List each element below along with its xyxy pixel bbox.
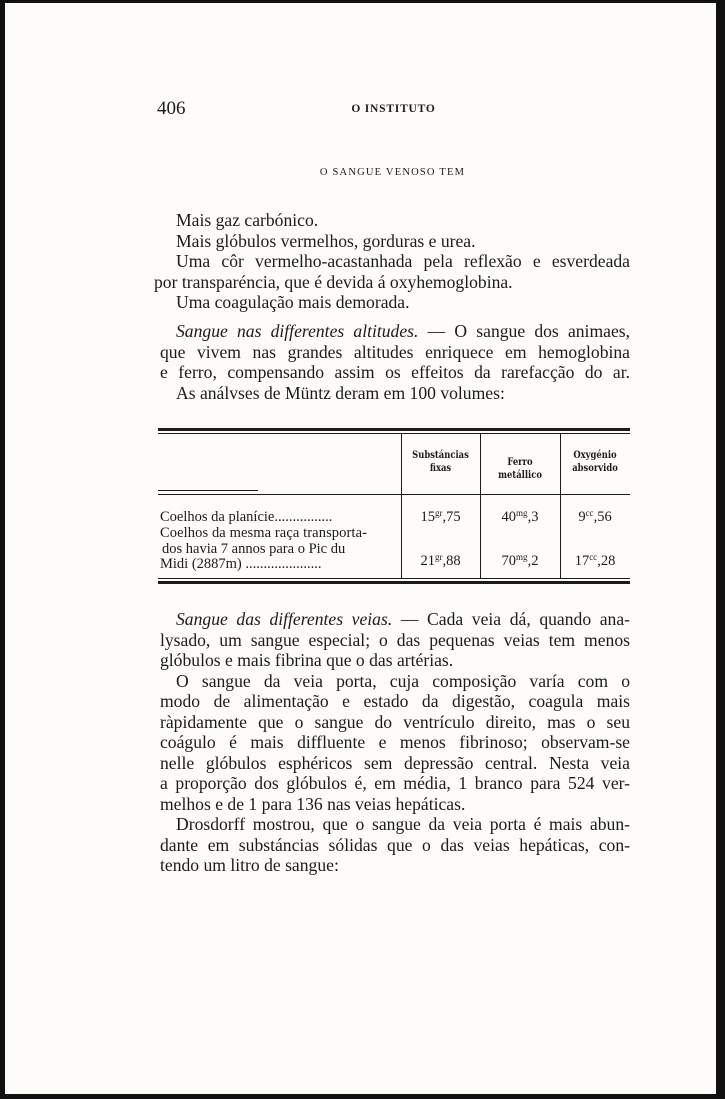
em-dash: — (418, 321, 455, 341)
cell-ferro-row1: $40^{mg},3$ (501, 508, 539, 525)
scan-border-left (0, 0, 5, 1099)
paragraph-line: dante em substáncias sólidas que o das veias hepáticas, con- (160, 834, 630, 855)
list-item: Uma coagulação mais demorada. (176, 292, 410, 312)
section-heading: O SANGUE VENOSO TEM (319, 167, 466, 178)
header-rule (158, 494, 630, 495)
paragraph-line (160, 609, 630, 630)
scan-border-right (716, 0, 725, 1099)
page-number: 406 (157, 98, 186, 119)
paragraph-line: modo de alimentação e estado da digestão, coagula mais (160, 691, 630, 711)
running-title: O INSTITUTO (351, 103, 436, 115)
row-label: Coelhos da mesma raça transporta- (160, 525, 368, 541)
column-header-ferro: Ferro metállico (498, 456, 542, 481)
paragraph-line: a proporção dos glóbulos é, em média, 1 branco para 524 ver- (160, 773, 630, 793)
altitudes-paragraph (160, 321, 630, 403)
table-bottom-rule-thin (158, 578, 630, 579)
paragraph-line: lysado, um sangue especial; o das pequenas veias tem menos (160, 629, 630, 650)
paragraph-line: glóbulos e mais fibrina que o das artérias. (160, 650, 454, 670)
list-item: Uma côr vermelho-acastanhada pela reflexão e esverdeada (176, 251, 630, 271)
cell-ferro-row2: $70^{mg},2$ (501, 552, 539, 569)
scan-border-top (0, 0, 725, 3)
row-label: Coelhos da planície................ (160, 509, 333, 525)
em-dash: — (392, 609, 428, 629)
list-item: Mais gaz carbónico. (176, 210, 319, 230)
paragraph-line-text: Cada veia dá, quando ana- (427, 609, 631, 629)
cell-oxygenio-row2: $17^{cc},28$ (574, 552, 616, 569)
paragraph-line: ràpidamente que o sangue do ventrículo direito, mas o seu (160, 711, 630, 732)
muntz-analysis-table (158, 428, 630, 588)
row-label: Midi (2887m) ..................... (160, 556, 322, 572)
veias-title: Sangue das differentes veias. (176, 609, 393, 629)
paragraph-line: coágulo é mais diffluente e menos fibrinoso; observam-se (160, 732, 630, 752)
column-header-oxygenio: Oxygénio absorvido (572, 449, 618, 474)
paragraph-line: O sangue da veia porta, cuja composição varía com o (176, 670, 630, 691)
paragraph-line: Drosdorff mostrou, que o sangue da veia porta é mais abun- (176, 814, 630, 834)
cell-substancias-row1: $15^{gr},75$ (420, 508, 461, 525)
paragraph-line: melhos e de 1 para 136 nas veias hepáticas. (160, 793, 466, 814)
paragraph-line: tendo um litro de sangue: (160, 855, 339, 875)
row-label: dos havia 7 annos para o Pic du (162, 541, 346, 557)
veias-section (160, 609, 630, 876)
cell-substancias-row2: $21^{gr},88$ (420, 552, 461, 569)
altitudes-title: Sangue nas differentes altitudes. (176, 321, 419, 341)
list-item: Mais glóbulos vermelhos, gorduras e urea. (176, 230, 476, 251)
paragraph-line: As análvses de Müntz deram em 100 volumes: (176, 382, 505, 403)
characteristics-list (154, 210, 630, 313)
paragraph-line (160, 321, 630, 342)
table-top-rule (158, 428, 630, 431)
list-item-continuation: por transparéncia, que é devida á oxyhemoglobina. (154, 271, 513, 292)
paragraph-line: que vivem nas grandes altitudes enriquece em hemoglobina (160, 341, 630, 362)
paragraph-line: e ferro, compensando assim os effeitos da rarefacção do ar. (160, 362, 630, 382)
page-header (157, 98, 630, 122)
cell-oxygenio-row1: $9^{cc},56$ (578, 508, 612, 525)
table-bottom-rule (158, 581, 630, 584)
paragraph-line: nelle glóbulos esphéricos sem depressão central. Nesta veia (160, 752, 630, 773)
scan-border-bottom (0, 1094, 725, 1099)
header-rule-left (158, 490, 258, 491)
column-header-substancias: Substáncias fixas (412, 449, 469, 474)
paragraph-line-text: O sangue dos animaes, (454, 321, 630, 341)
